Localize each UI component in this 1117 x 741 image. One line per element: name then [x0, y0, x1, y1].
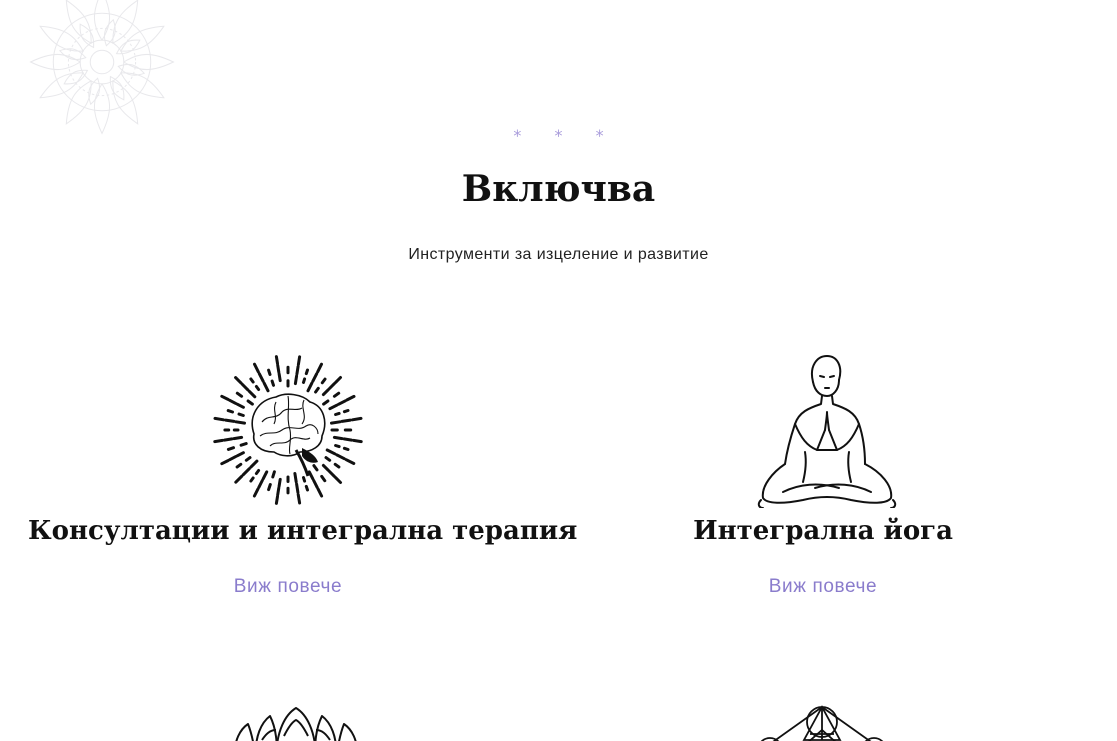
- brain-ray: [222, 396, 228, 399]
- brain-ray: [230, 400, 236, 403]
- brain-ray: [278, 488, 279, 495]
- brain-ray: [344, 439, 352, 440]
- brain-ray: [316, 388, 319, 392]
- brain-ray: [346, 460, 354, 464]
- brain-ray: [353, 418, 362, 419]
- brain-ray: [354, 440, 362, 441]
- brain-ray: [295, 376, 296, 384]
- brain-ray: [327, 450, 335, 454]
- brain-ray: [330, 384, 335, 389]
- service-card-title: Интегрална йога: [693, 516, 953, 546]
- brain-ray: [269, 485, 271, 490]
- brain-ray: [273, 472, 275, 477]
- brain-ray: [308, 383, 312, 391]
- brain-ray: [278, 365, 279, 372]
- brain-ray: [279, 479, 280, 486]
- brain-ray: [313, 374, 317, 382]
- brain-ray: [237, 404, 243, 407]
- brain-ray: [304, 478, 305, 482]
- lotus-icon: [226, 700, 366, 741]
- brain-ray: [254, 489, 258, 496]
- brain-ray: [339, 401, 346, 405]
- brain-ray: [276, 497, 277, 504]
- brain-ray: [337, 455, 345, 459]
- brain-icon: [208, 352, 368, 508]
- brain-ray: [295, 474, 296, 482]
- brain-ray: [234, 437, 242, 438]
- brain-ray: [256, 387, 258, 390]
- brain-ray: [318, 364, 322, 372]
- brain-ray: [228, 411, 232, 412]
- brain-ray: [335, 464, 339, 467]
- brain-ray: [236, 422, 244, 423]
- brain-ray: [344, 448, 348, 449]
- brain-ray: [298, 357, 299, 365]
- brain-ray: [323, 465, 328, 470]
- brain-ray: [336, 446, 340, 447]
- brain-ray: [336, 478, 341, 483]
- brain-ray: [342, 420, 350, 421]
- brain-ray: [330, 472, 335, 477]
- brain-ray: [236, 378, 242, 384]
- brain-ray: [323, 390, 328, 395]
- brain-ray: [226, 420, 234, 421]
- brain-ray: [276, 357, 277, 364]
- brain-ray: [272, 381, 273, 385]
- brain-ray: [263, 472, 267, 479]
- brain-ray: [334, 437, 342, 438]
- brain-ray: [228, 448, 233, 450]
- sacred-geometry-icon: [752, 700, 892, 741]
- brain-ray: [256, 471, 258, 474]
- brain-ray: [306, 370, 307, 374]
- brain-ray: [243, 469, 249, 475]
- brain-ray: [304, 379, 305, 383]
- brain-ray: [269, 370, 270, 374]
- brain-ray: [222, 461, 228, 464]
- brain-ray: [236, 476, 242, 482]
- brain-ray: [248, 401, 252, 404]
- brain-ray: [322, 379, 325, 383]
- brain-ray: [259, 481, 263, 488]
- brain-ray: [239, 414, 243, 415]
- brain-ray: [298, 495, 299, 504]
- brain-ray: [279, 374, 280, 381]
- brain-ray: [297, 366, 298, 374]
- brain-ray: [237, 453, 243, 456]
- see-more-link[interactable]: Виж повече: [768, 576, 878, 597]
- brain-ray: [215, 440, 223, 441]
- brain-ray: [306, 486, 307, 490]
- brain-ray: [326, 458, 330, 461]
- brain-ray: [243, 385, 248, 390]
- brain-ray: [237, 393, 241, 396]
- brain-ray: [251, 379, 253, 382]
- brain-ray: [255, 364, 259, 372]
- brain-ray: [322, 476, 325, 480]
- brain-ray: [336, 378, 341, 383]
- brain-ray: [230, 457, 236, 460]
- brain-ray: [330, 405, 337, 409]
- brain-ray: [237, 464, 241, 467]
- brain-ray: [336, 413, 340, 414]
- brain-ray: [309, 472, 313, 479]
- brain-ray: [297, 484, 298, 492]
- brain-ray: [249, 391, 255, 397]
- brain-ray: [224, 439, 232, 440]
- brain-ray: [251, 461, 257, 467]
- brain-ray: [314, 481, 318, 488]
- service-card-yoga: [563, 352, 1083, 598]
- see-more-link[interactable]: Виж повече: [233, 576, 343, 597]
- brain-ray: [251, 478, 253, 481]
- section-ornament: * * *: [513, 126, 618, 145]
- brain-ray: [318, 489, 322, 496]
- meditation-figure-icon: [743, 352, 903, 508]
- section-title: Включва: [461, 168, 656, 210]
- brain-ray: [347, 396, 354, 400]
- brain-ray: [246, 458, 250, 461]
- brain-ray: [241, 444, 246, 446]
- section-subtitle: Инструменти за изцеление и развитие: [408, 246, 709, 263]
- service-card-title: Консултации и интегрална терапия: [28, 516, 578, 546]
- brain-ray: [264, 383, 268, 391]
- brain-ray: [344, 411, 348, 412]
- brain-ray: [259, 374, 263, 382]
- mandala-decoration-icon: [18, 0, 186, 146]
- brain-ray: [334, 393, 338, 396]
- brain-ray: [324, 401, 328, 404]
- service-card-consultations: [28, 352, 578, 598]
- brain-ray: [314, 466, 317, 470]
- brain-ray: [215, 418, 224, 419]
- brain-ray: [332, 422, 340, 423]
